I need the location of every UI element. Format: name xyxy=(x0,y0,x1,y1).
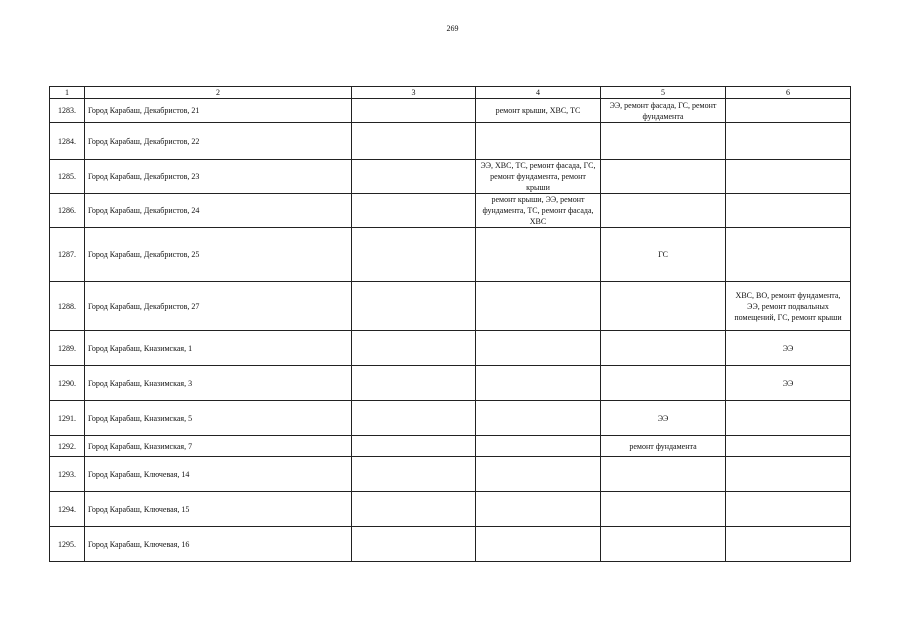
table-row xyxy=(50,228,851,282)
column-3-cell xyxy=(352,99,476,123)
page-number: 269 xyxy=(446,24,459,33)
address-cell: Город Карабаш, Декабристов, 22 xyxy=(85,123,352,160)
table-row xyxy=(50,457,851,492)
column-6-cell: ЭЭ xyxy=(726,331,851,366)
table-row xyxy=(50,492,851,527)
column-header: 3 xyxy=(352,87,476,99)
column-4-cell xyxy=(476,492,601,527)
column-3-cell xyxy=(352,160,476,194)
column-4-cell: ЭЭ, ХВС, ТС, ремонт фасада, ГС, ремонт фундамента, ремонт крыши xyxy=(476,160,601,194)
column-header: 6 xyxy=(726,87,851,99)
column-3-cell xyxy=(352,123,476,160)
column-5-cell: ремонт фундамента xyxy=(601,436,726,457)
address-cell: Город Карабаш, Декабристов, 27 xyxy=(85,282,352,331)
row-number-cell: 1295. xyxy=(50,527,85,562)
address-cell: Город Карабаш, Кназимская, 5 xyxy=(85,401,352,436)
row-number-cell: 1292. xyxy=(50,436,85,457)
address-cell: Город Карабаш, Кназимская, 3 xyxy=(85,366,352,401)
address-cell: Город Карабаш, Декабристов, 23 xyxy=(85,160,352,194)
row-number-cell: 1290. xyxy=(50,366,85,401)
row-number-cell: 1289. xyxy=(50,331,85,366)
table-row xyxy=(50,123,851,160)
column-6-cell xyxy=(726,160,851,194)
document-table xyxy=(49,86,851,562)
column-3-cell xyxy=(352,228,476,282)
column-5-cell: ЭЭ, ремонт фасада, ГС, ремонт фундамента xyxy=(601,99,726,123)
column-6-cell xyxy=(726,527,851,562)
column-3-cell xyxy=(352,401,476,436)
row-number-cell: 1285. xyxy=(50,160,85,194)
column-5-cell xyxy=(601,123,726,160)
column-3-cell xyxy=(352,366,476,401)
column-5-cell xyxy=(601,282,726,331)
column-5-cell xyxy=(601,492,726,527)
column-3-cell xyxy=(352,194,476,228)
row-number-cell: 1284. xyxy=(50,123,85,160)
address-cell: Город Карабаш, Ключевая, 16 xyxy=(85,527,352,562)
address-cell: Город Карабаш, Кназимская, 1 xyxy=(85,331,352,366)
column-4-cell xyxy=(476,123,601,160)
column-6-cell xyxy=(726,492,851,527)
column-4-cell xyxy=(476,366,601,401)
column-3-cell xyxy=(352,436,476,457)
table-row xyxy=(50,331,851,366)
row-number-cell: 1293. xyxy=(50,457,85,492)
column-5-cell xyxy=(601,194,726,228)
column-header: 1 xyxy=(50,87,85,99)
row-number-cell: 1283. xyxy=(50,99,85,123)
column-5-cell xyxy=(601,366,726,401)
column-6-cell: ХВС, ВО, ремонт фундамента, ЭЭ, ремонт подвальных помещений, ГС, ремонт крыши xyxy=(726,282,851,331)
address-cell: Город Карабаш, Декабристов, 21 xyxy=(85,99,352,123)
column-4-cell xyxy=(476,401,601,436)
table-header-row xyxy=(50,87,851,99)
column-3-cell xyxy=(352,527,476,562)
column-6-cell xyxy=(726,436,851,457)
column-header: 2 xyxy=(85,87,352,99)
address-cell: Город Карабаш, Кназимская, 7 xyxy=(85,436,352,457)
address-cell: Город Карабаш, Ключевая, 15 xyxy=(85,492,352,527)
table-row xyxy=(50,282,851,331)
column-5-cell: ЭЭ xyxy=(601,401,726,436)
column-5-cell xyxy=(601,160,726,194)
row-number-cell: 1288. xyxy=(50,282,85,331)
column-5-cell xyxy=(601,527,726,562)
column-5-cell: ГС xyxy=(601,228,726,282)
column-4-cell xyxy=(476,331,601,366)
address-cell: Город Карабаш, Декабристов, 25 xyxy=(85,228,352,282)
column-3-cell xyxy=(352,331,476,366)
table-row xyxy=(50,401,851,436)
table-row xyxy=(50,527,851,562)
table-row xyxy=(50,160,851,194)
column-6-cell xyxy=(726,123,851,160)
table-row xyxy=(50,99,851,123)
table-row xyxy=(50,194,851,228)
column-5-cell xyxy=(601,457,726,492)
column-6-cell xyxy=(726,99,851,123)
table-row xyxy=(50,366,851,401)
column-4-cell xyxy=(476,228,601,282)
column-6-cell xyxy=(726,228,851,282)
table-row xyxy=(50,436,851,457)
column-4-cell: ремонт крыши, ХВС, ТС xyxy=(476,99,601,123)
column-header: 4 xyxy=(476,87,601,99)
column-6-cell xyxy=(726,194,851,228)
column-4-cell xyxy=(476,527,601,562)
column-4-cell xyxy=(476,436,601,457)
column-header: 5 xyxy=(601,87,726,99)
column-4-cell xyxy=(476,457,601,492)
row-number-cell: 1294. xyxy=(50,492,85,527)
column-3-cell xyxy=(352,457,476,492)
column-6-cell: ЭЭ xyxy=(726,366,851,401)
column-3-cell xyxy=(352,282,476,331)
column-5-cell xyxy=(601,331,726,366)
row-number-cell: 1286. xyxy=(50,194,85,228)
column-3-cell xyxy=(352,492,476,527)
column-4-cell: ремонт крыши, ЭЭ, ремонт фундамента, ТС, ремонт фасада, ХВС xyxy=(476,194,601,228)
column-6-cell xyxy=(726,401,851,436)
column-6-cell xyxy=(726,457,851,492)
row-number-cell: 1291. xyxy=(50,401,85,436)
row-number-cell: 1287. xyxy=(50,228,85,282)
column-4-cell xyxy=(476,282,601,331)
address-cell: Город Карабаш, Ключевая, 14 xyxy=(85,457,352,492)
address-cell: Город Карабаш, Декабристов, 24 xyxy=(85,194,352,228)
